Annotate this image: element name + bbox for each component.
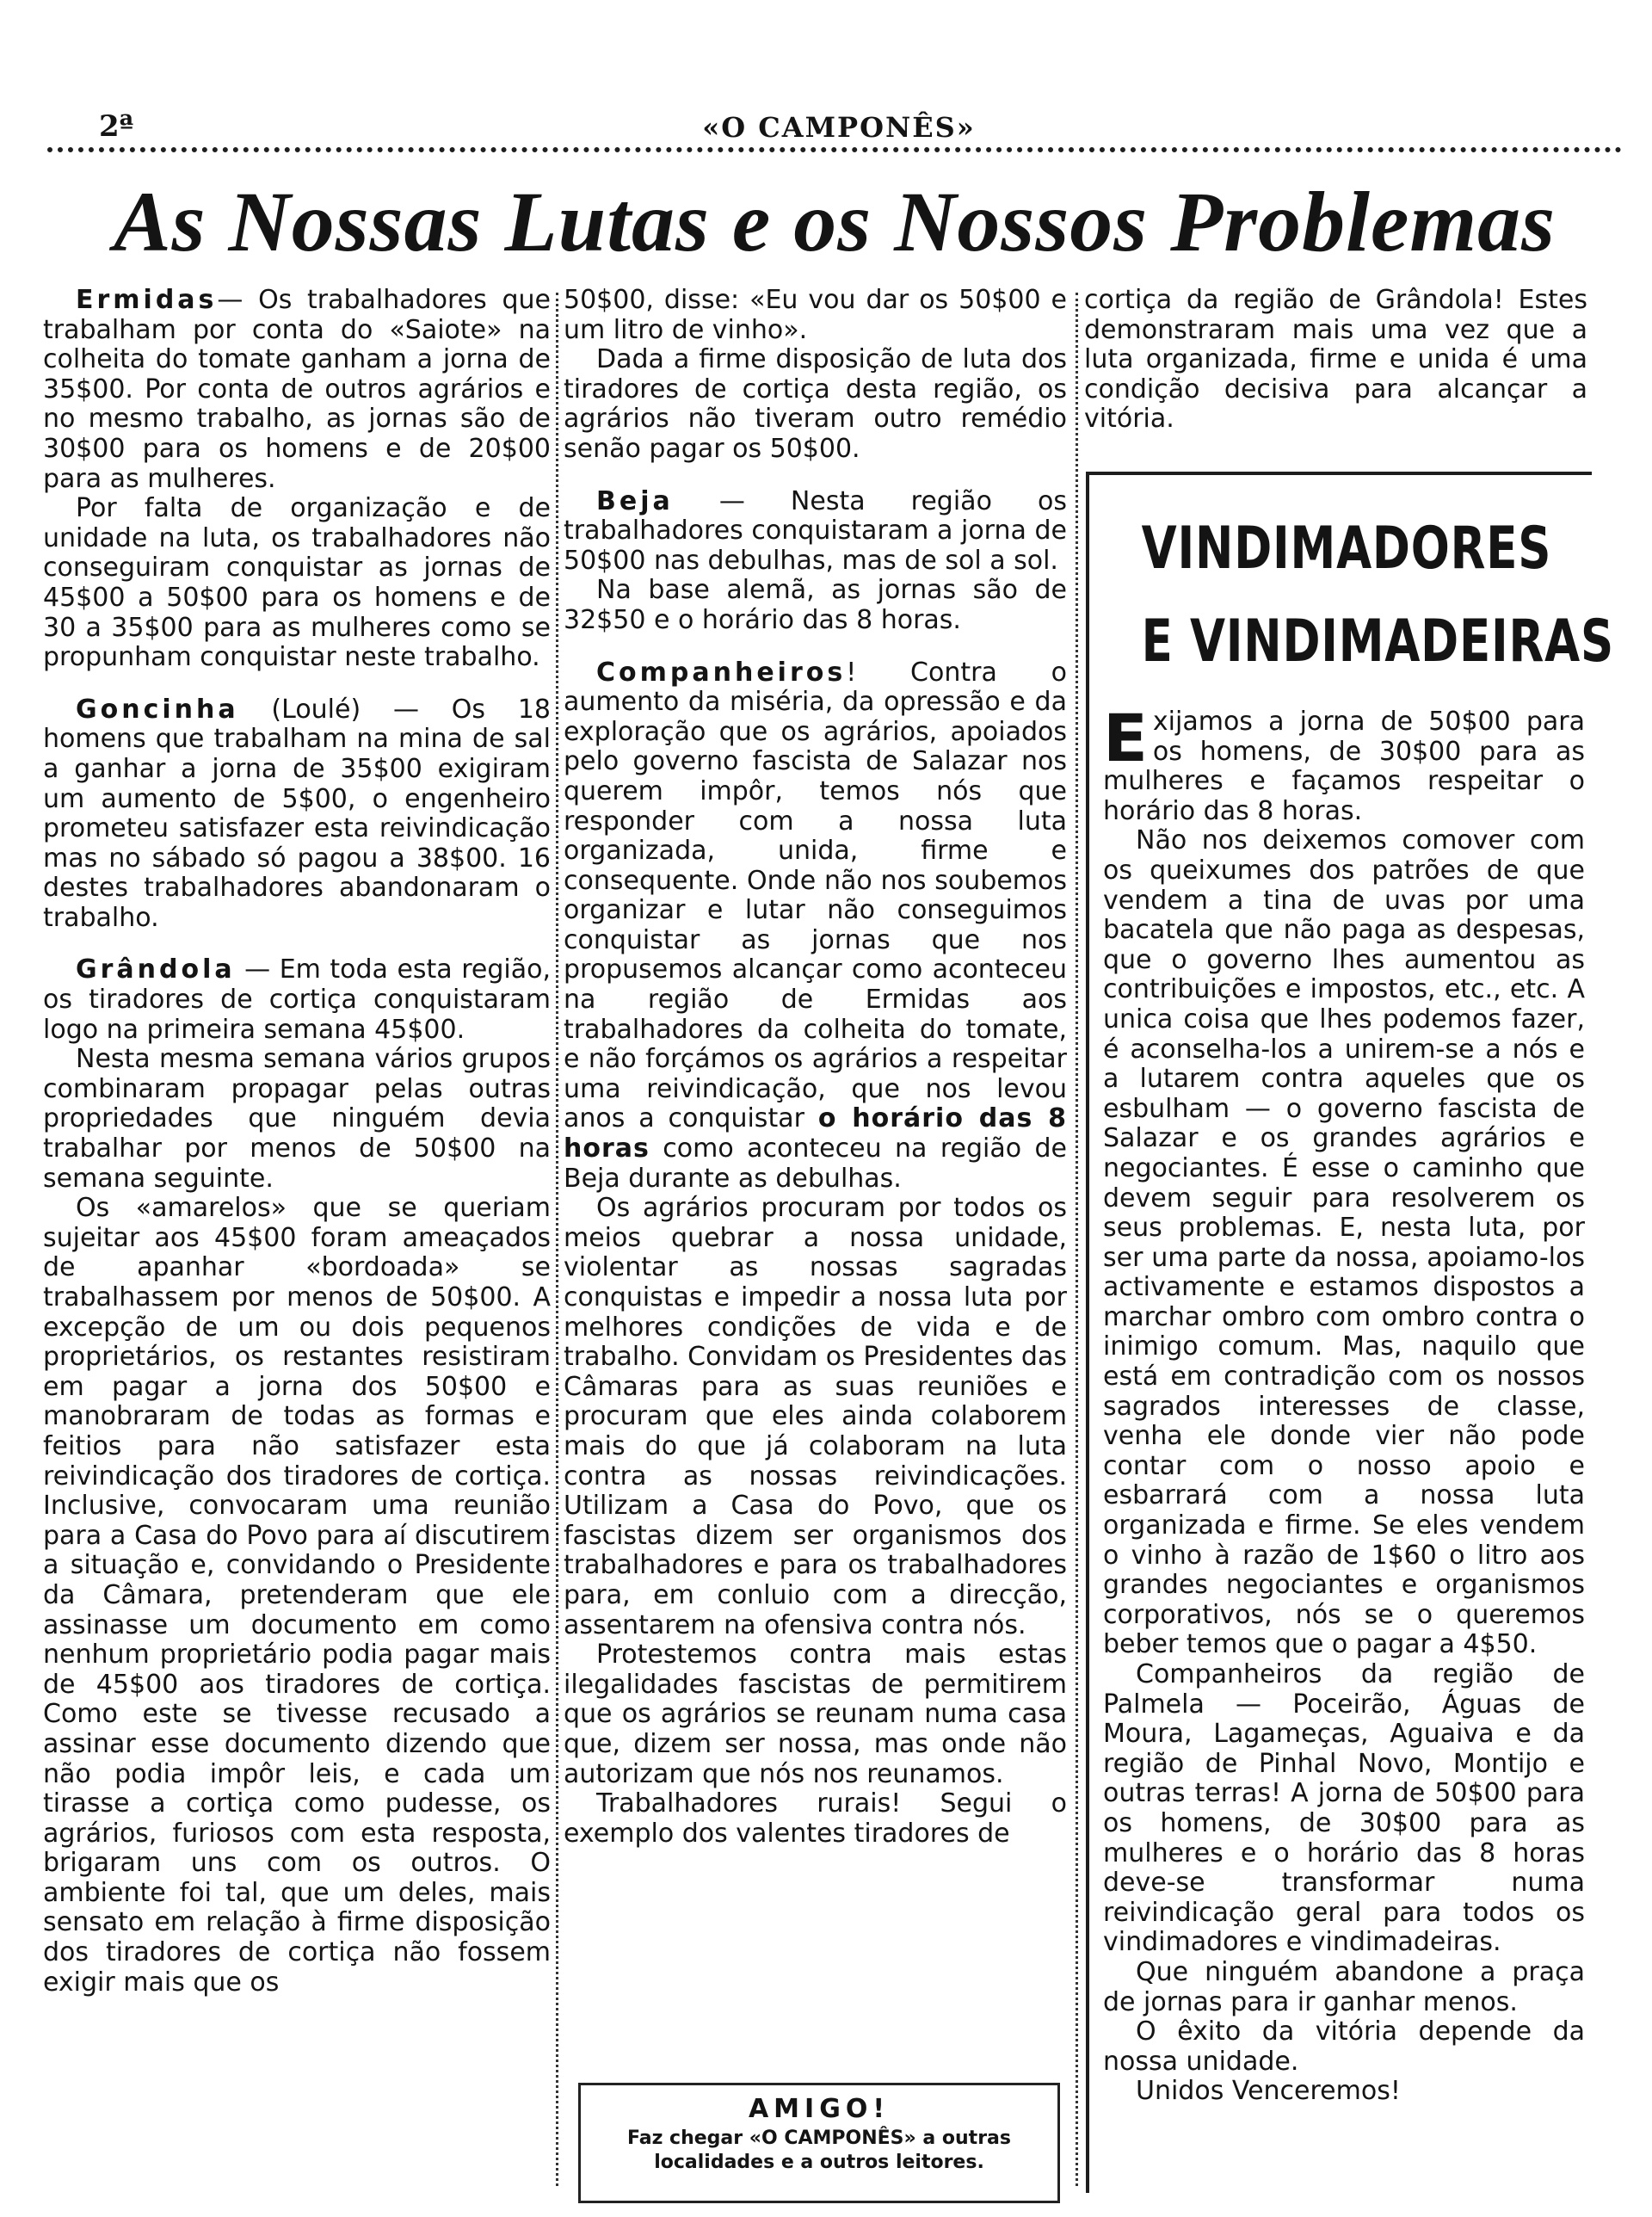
beja-text: — Nesta região os trabalhadores conquistaram a jorna de 50$00 nas debulhas, mas de sol a sol. bbox=[564, 485, 1067, 576]
newspaper-name: «O CAMPONÊS» bbox=[702, 111, 976, 144]
column-divider-1 bbox=[556, 293, 558, 2186]
running-head bbox=[47, 108, 1622, 152]
grandola-text: — Em toda esta região, os tiradores de cortiça conquistaram logo na primeira semana 45$00. bbox=[43, 954, 551, 1045]
amigo-notice-box bbox=[578, 2083, 1060, 2203]
place-heading-beja: Beja bbox=[596, 485, 674, 516]
place-heading-ermidas: Ermidas bbox=[76, 285, 218, 315]
ermidas-paragraph-2: Por falta de organização e de unidade na luta, os trabalhadores não conseguiram conquistar as jornas de 45$00 a 50$00 para os homens e de 30 a 35$00 para as mulheres como se propunham conquistar neste trabalho. bbox=[43, 493, 551, 673]
grandola-paragraph-2: Nesta mesma semana vários grupos combinaram propagar pelas outras propriedades que ninguém devia trabalhar por menos de 50$00 na semana seguinte. bbox=[43, 1044, 551, 1194]
header-dotted-rule bbox=[47, 147, 1622, 152]
col2-paragraph-6: Protestemos contra mais estas ilegalidades fascistas de permitirem que os agrários se reunam numa casa que, dizem ser nossa, mas onde não autorizam que nós nos reunamos. bbox=[564, 1640, 1067, 1789]
box-paragraph-3: Companheiros da região de Palmela — Poceirão, Águas de Moura, Lagameças, Aguaiva e da região de Pinhal Novo, Montijo e outras terras! A jorna de 50$00 para os homens, de 30$00 para as mulheres e o horário das 8 horas deve-se transformar numa reivindicação geral para todos os vindimadores e vindimadeiras. bbox=[1103, 1659, 1585, 1958]
column-divider-2 bbox=[1076, 293, 1078, 2186]
amigo-title: AMIGO! bbox=[748, 2094, 891, 2124]
ermidas-paragraph bbox=[43, 286, 551, 494]
box-paragraph-4: Que ninguém abandone a praça de jornas para ir ganhar menos. bbox=[1103, 1956, 1585, 2017]
col2-paragraph-5: Os agrários procuram por todos os meios quebrar a nossa unidade, violentar as nossas sagradas conquistas e impedir a nossa luta por melhores condições de vida e de trabalho. Convidam os Presidentes das Câmaras para as suas reuniões e procuram que eles ainda colaborem mais do que já colaboram na luta contra as nossas reivindicações. Utilizam a Casa do Povo, que os fascistas dizem ser organismos dos trabalhadores e para os trabalhadores para, em conluio com a direcção, assentarem na ofensiva contra nós. bbox=[564, 1193, 1067, 1640]
article-column-3 bbox=[1084, 286, 1587, 435]
grandola-paragraph-3: Os «amarelos» que se queriam sujeitar aos 45$00 foram ameaçados de apanhar «bordoada» se trabalhassem por menos de 50$00. A excepção de um ou dois pequenos proprietários, os restantes resistiram em pagar a jorna dos 50$00 e manobraram de todas as formas e feitios para não satisfazer esta reivindicação dos tiradores de cortiça. Inclusive, convocaram uma reunião para a Casa do Povo para aí discutirem a situação e, convidando o Presidente da Câmara, pretenderam que ele assinasse um documento em como nenhum proprietário podia pagar mais de 45$00 aos tiradores de cortiça. Como este se tivesse recusado a assinar esse documento dizendo que não podia impôr leis, e cada um tirasse a cortiça como pudesse, os agrários, furiosos com esta resposta, brigaram uns com os outros. O ambiente foi tal, que um deles, mais sensato em relação à firme disposição dos tiradores de cortiça não fossem exigir mais que os bbox=[43, 1193, 551, 1998]
companheiros-paragraph bbox=[564, 658, 1067, 1195]
col2-paragraph-7: Trabalhadores rurais! Segui o exemplo dos valentes tiradores de bbox=[564, 1788, 1067, 1849]
article-column-1 bbox=[43, 286, 551, 1998]
vindimadores-article bbox=[1103, 700, 1585, 2107]
goncinha-paragraph bbox=[43, 695, 551, 934]
box-paragraph-6: Unidos Venceremos! bbox=[1136, 2076, 1401, 2107]
heading-companheiros: Companheiros bbox=[596, 657, 847, 688]
box-paragraph-5: O êxito da vitória depende da nossa unidade. bbox=[1103, 2016, 1585, 2077]
article-column-2 bbox=[564, 286, 1067, 1849]
amigo-text: Faz chegar «O CAMPONÊS» a outras localidades e a outros leitores. bbox=[627, 2127, 1011, 2173]
page-number: 2ª bbox=[99, 109, 134, 144]
box-paragraph-1 bbox=[1103, 700, 1585, 826]
col3-paragraph-1: cortiça da região de Grândola! Estes demonstraram mais uma vez que a luta organizada, firme e unida é uma condição decisiva para alcançar a vitória. bbox=[1084, 285, 1587, 435]
place-heading-grandola: Grândola bbox=[76, 954, 236, 985]
col2-paragraph-2: Dada a firme disposição de luta dos tiradores de cortiça desta região, os agrários não tiveram outro remédio senão pagar os 50$00. bbox=[564, 344, 1067, 464]
beja-paragraph bbox=[564, 487, 1067, 577]
ermidas-text: — Os trabalhadores que trabalham por conta do «Saiote» na colheita do tomate ganham a jorna de 35$00. Por conta de outros agrários e no mesmo trabalho, as jornas são de 30$00 para os homens e de 20$00 para as mulheres. bbox=[43, 285, 551, 494]
vindimadores-box-top-rule bbox=[1086, 472, 1592, 475]
companheiros-text-b: como aconteceu na região de Beja durante as debulhas. bbox=[564, 1133, 1067, 1194]
box-title-vindimadores: VINDIMADORES bbox=[1141, 515, 1552, 583]
page-title: As Nossas Lutas e os Nossos Problemas bbox=[113, 174, 1556, 269]
col2-paragraph-1: 50$00, disse: «Eu vou dar os 50$00 e um litro de vinho». bbox=[564, 285, 1067, 345]
box-title-vindimadeiras: E VINDIMADEIRAS bbox=[1141, 608, 1614, 676]
grandola-paragraph bbox=[43, 955, 551, 1045]
box-paragraph-1-text: xijamos a jorna de 50$00 para os homens, de 30$00 para as mulheres e façamos respeitar o horário das 8 horas. bbox=[1103, 707, 1585, 826]
place-heading-goncinha: Goncinha bbox=[76, 694, 239, 725]
companheiros-text-a: ! Contra o aumento da miséria, da opressão e da exploração que os agrários, apoiados pelo governo fascista de Salazar nos querem impôr, temos nós que responder com a nossa luta organizada, unida, firme e consequente. Onde não nos soubemos organizar e lutar não conseguimos conquistar as jornas que nos propusemos alcançar como aconteceu na região de Ermidas aos trabalhadores da colheita do tomate, e não forçámos os agrários a respeitar uma reivindicação, que nos levou anos a conquistar bbox=[564, 657, 1067, 1134]
horario-emphasis: o horário das 8 horas bbox=[564, 1103, 1067, 1164]
drop-cap: E bbox=[1103, 700, 1148, 776]
beja-paragraph-2: Na base alemã, as jornas são de 32$50 e o horário das 8 horas. bbox=[564, 575, 1067, 635]
box-paragraph-2: Não nos deixemos comover com os queixumes dos patrões de que vendem a tina de uvas por uma bacatela que não paga as despesas, que o governo lhes aumentou as contribuições e impostos, etc., etc. A unica coisa que lhes podemos fazer, é aconselha-los a unirem-se a nós e a lutarem contra aqueles que os esbulham — o governo fascista de Salazar e os grandes agrários e negociantes. É esse o caminho que devem seguir para resolverem os seus problemas. E, nesta luta, por ser uma parte da nossa, apoiamo-los activamente e estamos dispostos a marchar ombro com ombro contra o inimigo comum. Mas, naquilo que está em contradição com os nossos sagrados interesses de classe, venha ele donde vier não pode contar com o nosso apoio e esbarrará com a nossa luta organizada e firme. Se eles vendem o vinho à razão de 1$60 o litro aos grandes negociantes e organismos corporativos, nós se o queremos beber temos que o pagar a 4$50. bbox=[1103, 825, 1585, 1660]
goncinha-text: (Loulé) — Os 18 homens que trabalham na mina de sal a ganhar a jorna de 35$00 exigiram um aumento de 5$00, o engenheiro prometeu satisfazer esta reivindicação mas no sábado só pagou a 38$00. 16 destes trabalhadores abandonaram o trabalho. bbox=[43, 694, 551, 933]
